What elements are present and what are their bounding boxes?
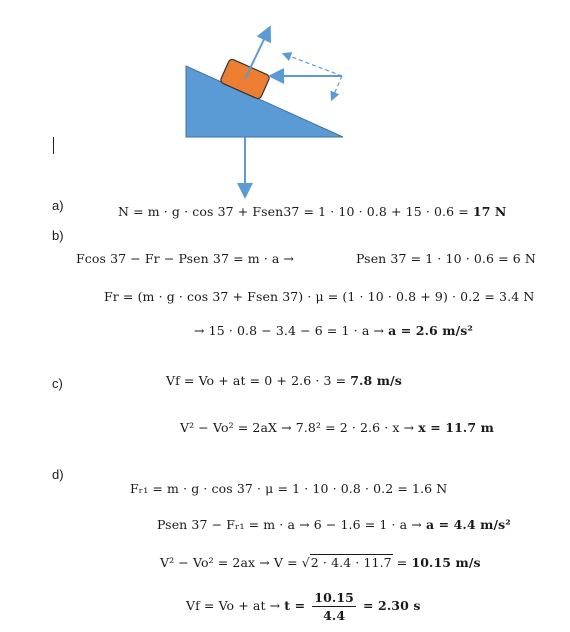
eq-c2: V² − Vo² = 2aX → 7.8² = 2 · 2.6 · x → x = 11.7 m: [180, 420, 494, 435]
component-dashed-arrow-2: [332, 76, 342, 99]
eq-a1: N = m · g · cos 37 + Fsen37 = 1 · 10 · 0.8 + 15 · 0.6 = 17 N: [118, 204, 507, 219]
label-b: b): [52, 228, 64, 243]
label-d: d): [52, 467, 64, 482]
eq-d4: Vf = Vo + at → t = $\frac{10.15}{4.4}$ = 2.30 s: [186, 590, 421, 623]
eq-b1-left: Fcos 37 − Fr − Psen 37 = m · a →: [76, 251, 295, 266]
incline-diagram: [0, 0, 570, 200]
eq-b1-right: Psen 37 = 1 · 10 · 0.6 = 6 N: [356, 251, 536, 266]
eq-b2: Fr = (m · g · cos 37 + Fsen 37) · μ = (1 · 10 · 0.8 + 9) · 0.2 = 3.4 N: [104, 289, 535, 304]
fraction: $\frac{10.15}{4.4}$: [314, 590, 354, 623]
eq-d1: Fᵣ₁ = m · g · cos 37 · μ = 1 · 10 · 0.8 · 0.2 = 1.6 N: [130, 481, 448, 496]
eq-d3: V² − Vo² = 2ax → V = √2 · 4.4 · 11.7 = 10.15 m/s: [160, 555, 481, 570]
eq-d2: Psen 37 − Fᵣ₁ = m · a → 6 − 1.6 = 1 · a → a = 4.4 m/s²: [157, 517, 511, 532]
text-cursor: [53, 137, 54, 154]
label-c: c): [52, 376, 63, 391]
label-a: a): [52, 198, 64, 213]
component-dashed-arrow-1: [284, 54, 342, 76]
eq-c1: Vf = Vo + at = 0 + 2.6 · 3 = 7.8 m/s: [166, 373, 402, 388]
eq-b3: → 15 · 0.8 − 3.4 − 6 = 1 · a → a = 2.6 m/s²: [194, 323, 473, 338]
